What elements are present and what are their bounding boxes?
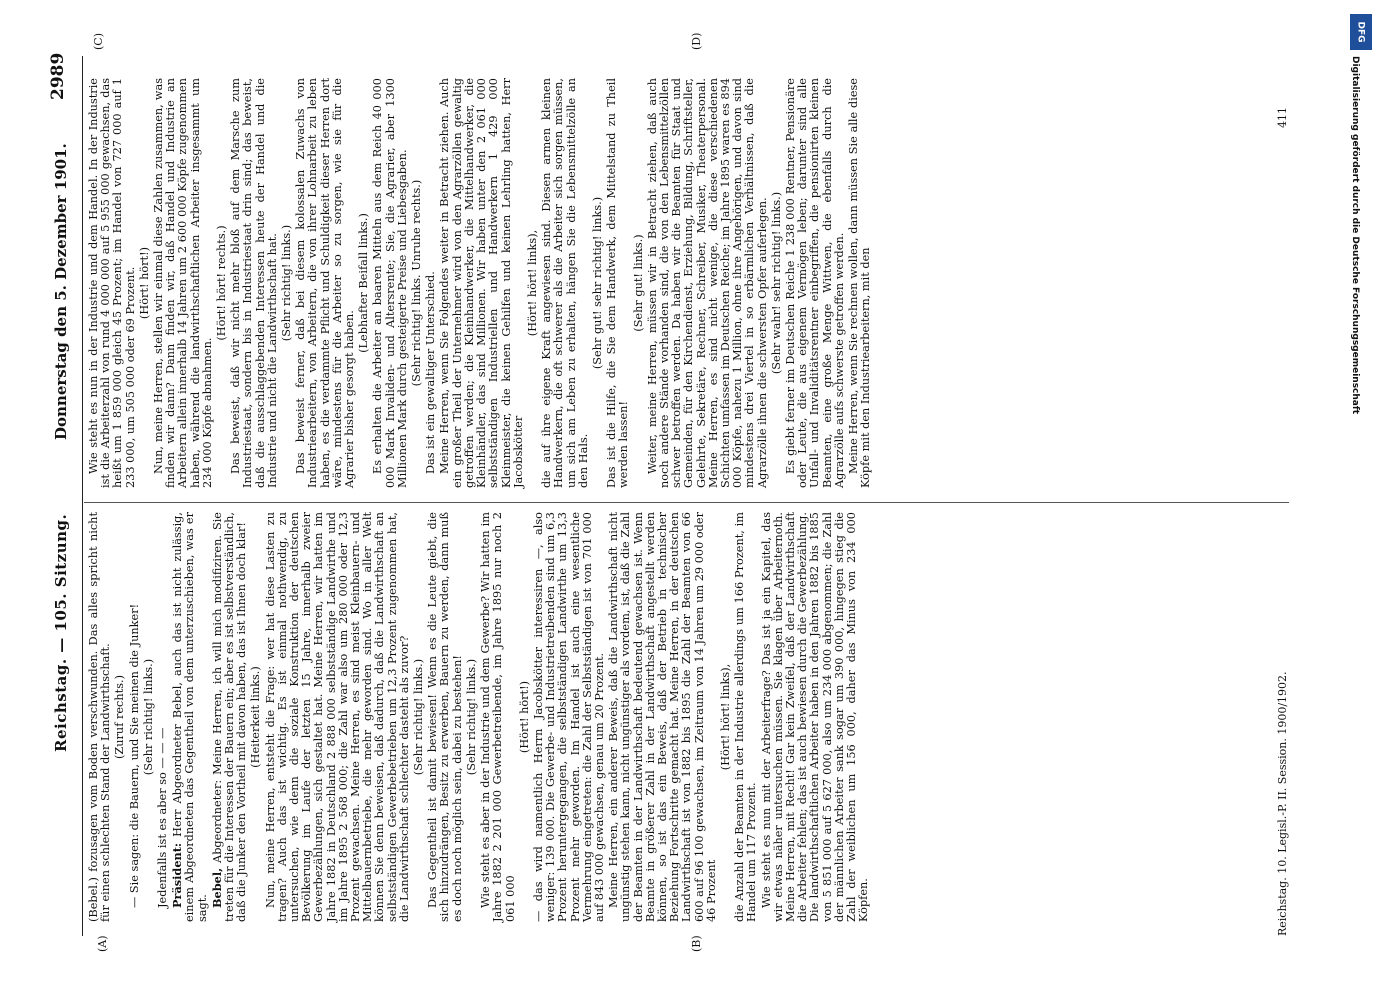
speaker-name: Bebel, (209, 867, 224, 908)
interjection: (Sehr richtig! links.) (280, 224, 294, 342)
paragraph: die auf ihre eigene Kraft angewiesen sind. Diesen armen kleinen Handwerkern, die oft schwerer als die Arbeiter sich sorgen müssen, um sich am Leben zu erhalten, hängen Sie die Lebensmittelzölle an den Hals. (540, 78, 590, 488)
digitization-note: Digitalisierung gefördert durch die Deutsche Forschungsgemeinschaft (1350, 56, 1360, 415)
paragraph: Meine Herren, ein anderer Beweis, daß die Landwirthschaft nicht ungünstig stehen kann, nicht ungünstiger als vordem, ist, daß die Zahl der Beamten in der Landwirthschaft bedeutend gewachsen ist. Wenn Beamte in größerer Zahl in der Landwirthschaft angestellt werden können, so ist das ein Beweis, daß der Betrieb in technischer Beziehung Fortschritte gemacht hat. Meine Herren, in der deutschen Landwirthschaft ist von 1882 bis 1895 die Zahl der Beamten von 66 600 auf 96 100 gewachsen, im Zeitraum von 14 Jahren um 29 000 oder 46 Prozent (607, 512, 718, 922)
speech-text: Abgeordneter: Meine Herren, ich will mich modifiziren. Sie treten für die Interessen der Bauern ein; aber es ist selbstverständlich, daß die Junker den Vortheil mit davon haben, das ist Ihnen doch klar! (210, 512, 249, 922)
right-column (88, 78, 874, 488)
interjection: (Hört! hört! links), (525, 229, 539, 337)
left-column (88, 512, 872, 922)
header-date: Donnerstag den 5. Dezember 1901. (52, 143, 70, 440)
margin-marker-b: (B) (690, 935, 703, 952)
paragraph: Meine Herren, wenn Sie Folgendes weiter in Betracht ziehen. Auch ein großer Theil der Unternehmer wird von den Agrarzöllen gewaltig getroffen werden; die Kleinhandwerker, die Mittelhandwerker, die Kleinhändler, das sind Millionen. Wir haben unter den 2 061 000 selbstständigen Industriellen und Handwerkern 1 429 000 Kleinmeister, die keinen Gehilfen und keinen Lehrling hatten, Herr Jacobskötter (438, 78, 525, 488)
paragraph: Das ist ein gewaltiger Unterschied. (424, 271, 438, 474)
interjection: (Hört! hört! rechts.) (215, 225, 229, 341)
speaker-name: Präsident: (170, 842, 185, 908)
interjection: (Sehr richtig! links.) (141, 658, 155, 776)
interjection: (Hört! hört!) (517, 680, 531, 754)
paragraph: Nun, meine Herren, entsteht die Frage: wer hat diese Lasten zu tragen? Auch das ist wichtig. Es ist einmal nothwendig, zu untersuchen, wie denn die soziale Konstruktion der deutschen Bevölkerung im Laufe der letzten 15 Jahre, innerhalb zweier Gewerbezählungen, sich gestaltet hat. Meine Herren, wir hatten im Jahre 1882 in Deutschland 2 888 000 selbstständige Landwirthe und im Jahre 1895 2 568 000; die Zahl war also um 280 000 oder 12,3 Prozent gewachsen. Meine Herren, es sind meist Kleinbauern- und Mittelbauernbetriebe, die mehr geworden sind. Wo in aller Welt können Sie denn beweisen, daß dadurch, daß die Landwirthschaft an selbstständigen Gewerbebetrieben um 12,3 Prozent zugenommen hat, die Landwirthschaft schlechter dasteht als zuvor? (263, 512, 411, 922)
paragraph: Wie steht es nun mit der Arbeiterfrage? Das ist ja ein Kapitel, das wir etwas näher untersuchen müssen. Sie klagen über Arbeiternoth. Meine Herren, mit Recht! Gar kein Zweifel, daß der Landwirthschaft die Arbeiter fehlen; das ist auch bewiesen durch die Gewerbezählung. Die landwirthschaftlichen Arbeiter haben in den Jahren 1882 bis 1885 von 5 851 000 auf 5 627 000, also um 234 000 abgenommen; die Zahl der männlichen Arbeiter sank sogar um 390 000, hingegen stieg die Zahl der weiblichen um 156 000, daher das Minus von 234 000 Köpfen. (759, 512, 871, 922)
interjection: (Sehr richtig! links.) (464, 658, 478, 776)
header-sitting: Reichstag. — 105. Sitzung. (52, 513, 70, 752)
interjection: (Sehr richtig! links. Unruhe rechts.) (410, 179, 424, 387)
margin-marker-c: (C) (92, 33, 105, 50)
interjection: (Sehr wahr! sehr richtig! links.) (769, 191, 783, 375)
paragraph: (Bebel.) fozusagen vom Boden verschwunden. Das alles spricht nicht für einen schlechten Stand der Landwirthschaft. (87, 512, 113, 922)
interjection: (Sehr richtig! links.) (412, 658, 426, 776)
dfg-logo-text: DFG (1355, 21, 1366, 43)
interjection: (Heiterkeit links.) (249, 666, 263, 768)
paragraph: Das ist die Hilfe, die Sie dem Handwerk, dem Mittelstand zu Theil werden lassen! (605, 78, 631, 488)
speaker-paragraph (171, 512, 209, 922)
header-page-number: 2989 (48, 52, 68, 100)
paragraph: Das beweist, daß wir nicht mehr bloß auf dem Marsche zum Industriestaat, sondern bis in Industriestaat drin sind; das beweist, daß die ausschlaggebenden Interessen heute der Handel und die Industrie und nicht die Landwirthschaft hat. (229, 78, 279, 488)
paragraph: die Anzahl der Beamten in der Industrie allerdings um 166 Prozent, im Handel um 117 Prozent. (733, 512, 759, 922)
paragraph: — Sie sagen: die Bauern, und Sie meinen die Junker! (127, 603, 141, 908)
interjection: (Hört! hört! links), (718, 663, 732, 771)
paragraph: Es erhalten die Arbeiter an baaren Mitteln aus dem Reich 40 000 000 Mark Invaliden- und Altersrente; Sie, die Agrarier, aber 1300 Millionen Mark durch gesteigerte Preise und Liebesgaben. (371, 78, 409, 488)
column-divider (84, 502, 1289, 503)
attribution-strip (1346, 8, 1378, 992)
paragraph: Das Gegentheil ist damit bewiesen! Wenn es die Leute giebt, die sich hinzudrängen, Besitz zu erwerben, Bauern zu werden, dann muß es doch noch möglich sein, dabei zu bestehen! (426, 512, 464, 922)
dfg-logo (1350, 14, 1372, 50)
speech-text: Herr Abgeordneter Bebel, auch das ist nicht zulässig, einem Abgeordneten das Gegentheil von dem unterzuschieben, was er sagt. (171, 511, 209, 922)
interjection: (Zuruf rechts.) (113, 675, 127, 760)
paragraph: Das beweist ferner, daß bei diesem kolossalen Zuwachs von Industriearbeitern, von Arbeitern, die von ihrer Lohnarbeit zu leben haben, es die verdammte Pflicht und Schuldigkeit dieser Herren dort wäre, mindestens für die Arbeiter so zu sorgen, wie sie für die Agrarier bisher gesorgt haben. (294, 78, 357, 488)
interjection: (Lebhafter Beifall links.) (357, 213, 371, 353)
paragraph: Weiter, meine Herren, müssen wir in Betracht ziehen, daß auch noch andere Stände vorhanden sind, die von den Lebensmittelzöllen schwer betroffen werden. Da haben wir die Beamten für Staat und Gemeinden, für den Kirchendienst, Erziehung, Bildung, Schriftsteller, Gelehrte, Sekretäre, Rechner, Schreiber, Musiker, Theaterpersonal. Meine Herren, es sind nicht wenige, die diese verschiedenen Schichten umfassen im Deutschen Reiche; im Jahre 1895 waren es 894 000 Köpfe, nahezu 1 Million, ohne ihre Angehörigen, und davon sind mindestens drei Viertel in so erbärmlichen Verhältnissen, daß die Agrarzölle ihnen die schwersten Opfer auferlegen. (645, 78, 769, 488)
footer-sheet-number: 411 (1276, 107, 1289, 128)
paragraph: Es giebt ferner im Deutschen Reiche 1 238 000 Rentner, Pensionäre oder Leute, die aus eigenem Vermögen leben; darunter sind alle Unfall- und Invaliditätsrentner einbegriffen, die pensionirten kleinen Beamten, eine große Menge Wittwen, die ebenfalls durch die Agrarzölle aufs schwerste getroffen werden. (783, 78, 846, 488)
margin-marker-a: (A) (96, 935, 109, 952)
paragraph: — das wird namentlich Herrn Jacobskötter interessiren —, also weniger: 139 000. Die Gewerbe- und Industrietreibenden sind um 6,3 Prozent heruntergegangen, die selbstständigen Landwirthe um 13,3 Prozent mehr geworden. Im Handel ist auch eine wesentliche Vermehrung eingetreten: die Zahl der Selbstständigen ist von 701 000 auf 843 000 gewachsen, genau um 20 Prozent. (531, 512, 606, 922)
interjection: (Sehr gut! links.) (631, 234, 645, 332)
paragraph: Nun, meine Herren, stellen wir einmal diese Zahlen zusammen, was finden wir dann? Dann finden wir, daß Handel und Industrie an Arbeitern allein innerhalb 14 Jahren um 2 600 000 Köpfe zugenommen haben, während die landwirthschaftlichen Arbeiter insgesammt um 234 000 Köpfe abnahmen. (152, 78, 214, 488)
paragraph: Wie steht es aber in der Industrie und dem Gewerbe? Wir hatten im Jahre 1882 2 201 000 Gewerbetreibende, im Jahre 1895 nur noch 2 061 000 (479, 512, 517, 922)
interjection: (Sehr gut! sehr richtig! links.) (590, 196, 604, 370)
footer-session: Reichstag. 10. Legisl.-P. II. Session. 1900/1902. (1276, 671, 1289, 936)
header-rule (82, 56, 83, 936)
interjection: (Hört! hört!) (137, 246, 151, 320)
paragraph: Jedenfalls ist es aber so — — — (156, 727, 170, 908)
speaker-paragraph (211, 512, 249, 922)
paragraph: Wie steht es nun in der Industrie und dem Handel. In der Industrie ist die Arbeiterzahl von rund 4 000 000 auf 5 955 000 gewachsen, das heißt um 1 859 000 gleich 45 Prozent; im Handel von 727 000 auf 1 233 000, um 505 000 oder 69 Prozent. (87, 78, 137, 488)
paragraph: Meine Herren, wenn Sie rechnen wollen, dann müssen Sie alle diese Köpfe mit den Industriearbeitern, mit den (846, 78, 873, 488)
margin-marker-d: (D) (690, 32, 703, 50)
